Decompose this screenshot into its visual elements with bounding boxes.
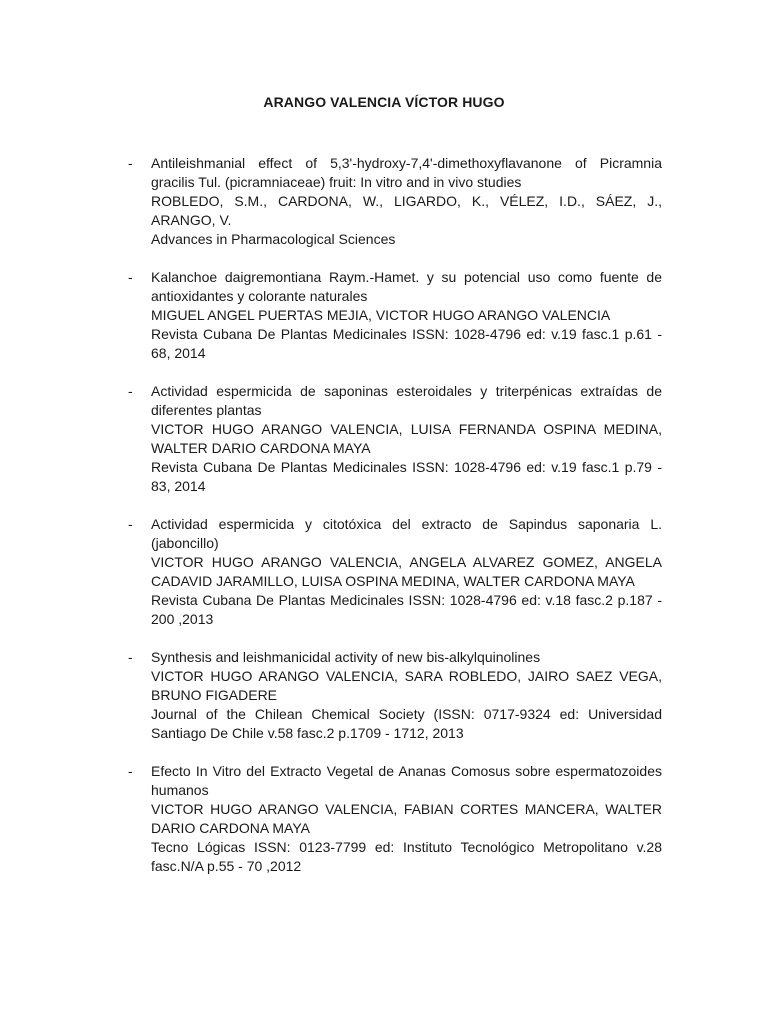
publication-entry-3 bbox=[128, 382, 662, 496]
publication-authors: VICTOR HUGO ARANGO VALENCIA, FABIAN CORTES MANCERA, WALTER DARIO CARDONA MAYA bbox=[151, 801, 662, 836]
publication-authors: MIGUEL ANGEL PUERTAS MEJIA, VICTOR HUGO ARANGO VALENCIA bbox=[151, 307, 611, 323]
publication-title: Actividad espermicida y citotóxica del extracto de Sapindus saponaria L. (jaboncillo) bbox=[151, 516, 662, 551]
page-title: ARANGO VALENCIA VÍCTOR HUGO bbox=[263, 94, 505, 110]
publication-source: Advances in Pharmacological Sciences bbox=[151, 231, 396, 247]
publication-entry-4 bbox=[128, 515, 662, 629]
publication-authors: VICTOR HUGO ARANGO VALENCIA, SARA ROBLEDO, JAIRO SAEZ VEGA, BRUNO FIGADERE bbox=[151, 668, 662, 703]
list-bullet: - bbox=[128, 155, 133, 171]
publication-title: Actividad espermicida de saponinas esteroidales y triterpénicas extraídas de diferentes plantas bbox=[151, 383, 662, 418]
list-bullet: - bbox=[128, 649, 133, 665]
list-bullet: - bbox=[128, 269, 133, 285]
list-bullet: - bbox=[128, 383, 133, 399]
publication-source: Journal of the Chilean Chemical Society (ISSN: 0717-9324 ed: Universidad Santiago De Chile v.58 fasc.2 p.1709 - 1712, 2013 bbox=[151, 706, 662, 741]
publication-title: Efecto In Vitro del Extracto Vegetal de Ananas Comosus sobre espermatozoides humanos bbox=[151, 763, 662, 798]
publication-entry-1 bbox=[128, 154, 662, 249]
publication-authors: ROBLEDO, S.M., CARDONA, W., LIGARDO, K., VÉLEZ, I.D., SÁEZ, J., ARANGO, V. bbox=[151, 193, 662, 228]
publication-entry-2 bbox=[128, 268, 662, 363]
publication-source: Revista Cubana De Plantas Medicinales ISSN: 1028-4796 ed: v.18 fasc.2 p.187 - 200 ,2013 bbox=[151, 592, 662, 627]
publication-title: Synthesis and leishmanicidal activity of new bis-alkylquinolines bbox=[151, 649, 541, 665]
list-bullet: - bbox=[128, 516, 133, 532]
publication-source: Revista Cubana De Plantas Medicinales ISSN: 1028-4796 ed: v.19 fasc.1 p.79 - 83, 2014 bbox=[151, 459, 662, 494]
publication-title: Antileishmanial effect of 5,3'-hydroxy-7,4'-dimethoxyflavanone of Picramnia gracilis Tul. (picramniaceae) fruit: In vitro and in vivo studies bbox=[151, 155, 662, 190]
publication-source: Revista Cubana De Plantas Medicinales ISSN: 1028-4796 ed: v.19 fasc.1 p.61 - 68, 2014 bbox=[151, 326, 662, 361]
publication-authors: VICTOR HUGO ARANGO VALENCIA, ANGELA ALVAREZ GOMEZ, ANGELA CADAVID JARAMILLO, LUISA OSPINA MEDINA, WALTER CARDONA MAYA bbox=[151, 554, 662, 589]
publication-entry-6 bbox=[128, 762, 662, 876]
publication-authors: VICTOR HUGO ARANGO VALENCIA, LUISA FERNANDA OSPINA MEDINA, WALTER DARIO CARDONA MAYA bbox=[151, 421, 662, 456]
publication-entry-5 bbox=[128, 648, 662, 743]
list-bullet: - bbox=[128, 763, 133, 779]
publication-source: Tecno Lógicas ISSN: 0123-7799 ed: Instituto Tecnológico Metropolitano v.28 fasc.N/A p.55 - 70 ,2012 bbox=[151, 839, 662, 874]
publication-list bbox=[128, 154, 662, 895]
publication-title: Kalanchoe daigremontiana Raym.-Hamet. y su potencial uso como fuente de antioxidantes y colorante naturales bbox=[151, 269, 662, 304]
